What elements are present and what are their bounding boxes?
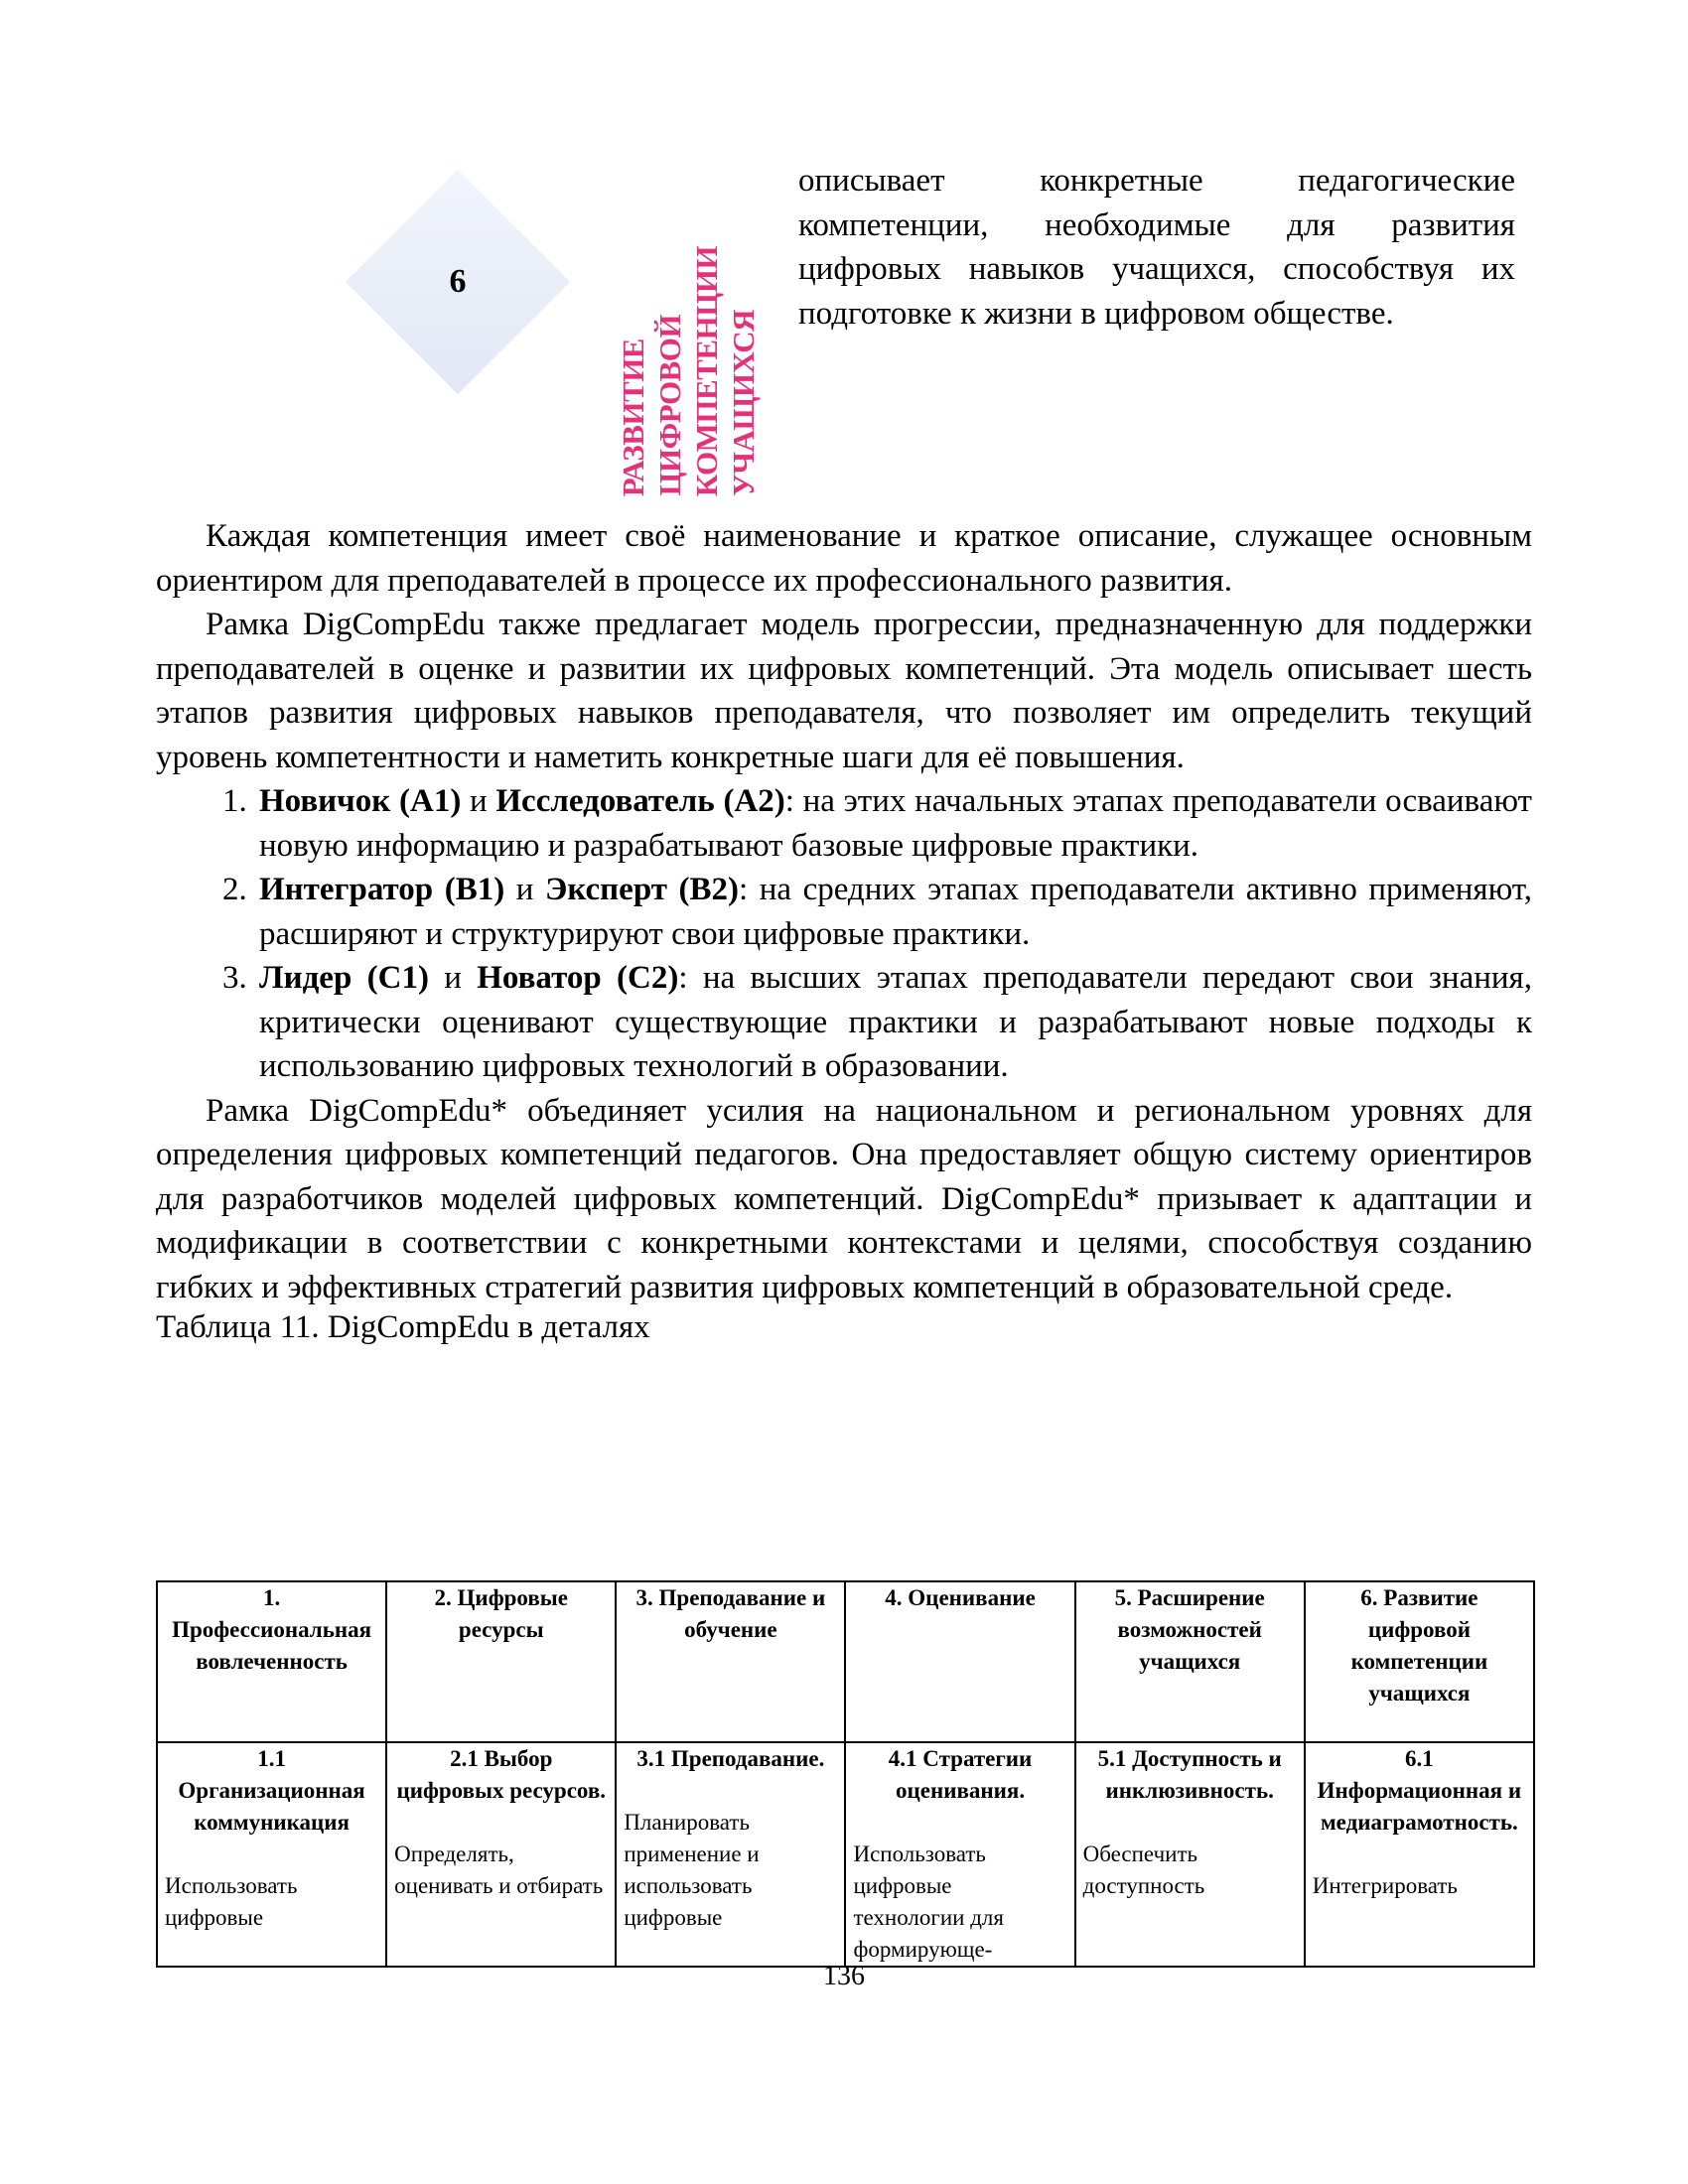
table-cell: 5.1 Доступность и инклюзивность. Обеспечить доступность: [1075, 1742, 1305, 1967]
chapter-vertical-title: [616, 245, 761, 496]
table-header-cell: 3. Преподавание и обучение: [616, 1581, 845, 1742]
table-header-row: [157, 1581, 1534, 1742]
paragraph: Рамка DigCompEdu также предлагает модель прогрессии, предназначенную для поддержки преподавателей в оценке и развитии их цифровых компетенций. Эта модель описывает шесть этапов развития цифровых навыков преподавателя, что позволяет им определить текущий уровень компетентности и наметить конкретные шаги для её повышения.: [156, 607, 1532, 775]
table-caption: Таблица 11. DigCompEdu в деталях: [156, 1309, 650, 1345]
digcompedu-table: [156, 1580, 1535, 1968]
table-cell: 2.1 Выбор цифровых ресурсов. Определять, оценивать и отбирать: [386, 1742, 616, 1967]
table-header-cell: 1. Профессиональная вовлеченность: [157, 1581, 386, 1742]
stage-item: 1. Новичок (A1) и Исследователь (A2): на этих начальных этапах преподаватели осваивают новую информацию и разрабатывают базовые цифровые практики.: [255, 779, 1532, 868]
page-number: 136: [823, 1961, 865, 1991]
table-row: [157, 1742, 1534, 1967]
table-cell: 6.1 Информационная и медиаграмотность. Интегрировать: [1305, 1742, 1534, 1967]
table-cell: 3.1 Преподавание. Планировать применение и использовать цифровые: [616, 1742, 845, 1967]
stage-item: 2. Интегратор (B1) и Эксперт (B2): на средних этапах преподаватели активно применяют, расширяют и структурируют свои цифровые практики.: [255, 868, 1532, 956]
table-cell: 1.1 Организационная коммуникация Использовать цифровые: [157, 1742, 386, 1967]
chapter-title-line: КОМПЕТЕНЦИИ: [689, 245, 724, 496]
chapter-number-badge: [346, 170, 570, 394]
table-cell: 4.1 Стратегии оценивания. Использовать цифровые технологии для формирующе-: [845, 1742, 1074, 1967]
stages-list: [156, 779, 1532, 1089]
chapter-number: 6: [449, 263, 467, 300]
paragraph: Каждая компетенция имеет своё наименование и краткое описание, служащее основным ориентиром для преподавателей в процессе их профессионального развития.: [156, 518, 1532, 599]
chapter-description: описывает конкретные педагогические компетенции, необходимые для развития цифровых навыков учащихся, способствуя их подготовке к жизни в цифровом обществе.: [798, 163, 1515, 332]
table-header-cell: 2. Цифровые ресурсы: [386, 1581, 616, 1742]
table-header-cell: 4. Оценивание: [845, 1581, 1074, 1742]
chapter-title-line: РАЗВИТИЕ: [616, 338, 650, 496]
stage-item: 3. Лидер (C1) и Новатор (C2): на высших этапах преподаватели передают свои знания, критически оценивают существующие практики и разрабатывают новые подходы к использованию цифровых технологий в образовании.: [255, 956, 1532, 1089]
table-header-cell: 5. Расширение возможностей учащихся: [1075, 1581, 1305, 1742]
paragraph: Рамка DigCompEdu* объединяет усилия на национальном и региональном уровнях для определения цифровых компетенций педагогов. Она предоставляет общую систему ориентиров для разработчиков моделей цифровых компетенций. DigCompEdu* призывает к адаптации и модификации в соответствии с конкретными контекстами и целями, способствуя созданию гибких и эффективных стратегий развития цифровых компетенций в образовательной среде.: [156, 1092, 1532, 1305]
chapter-title-line: УЧАЩИХСЯ: [726, 309, 761, 496]
body-text: [156, 514, 1532, 1345]
table-header-cell: 6. Развитие цифровой компетенции учащихся: [1305, 1581, 1534, 1742]
chapter-title-line: ЦИФРОВОЙ: [652, 315, 687, 496]
